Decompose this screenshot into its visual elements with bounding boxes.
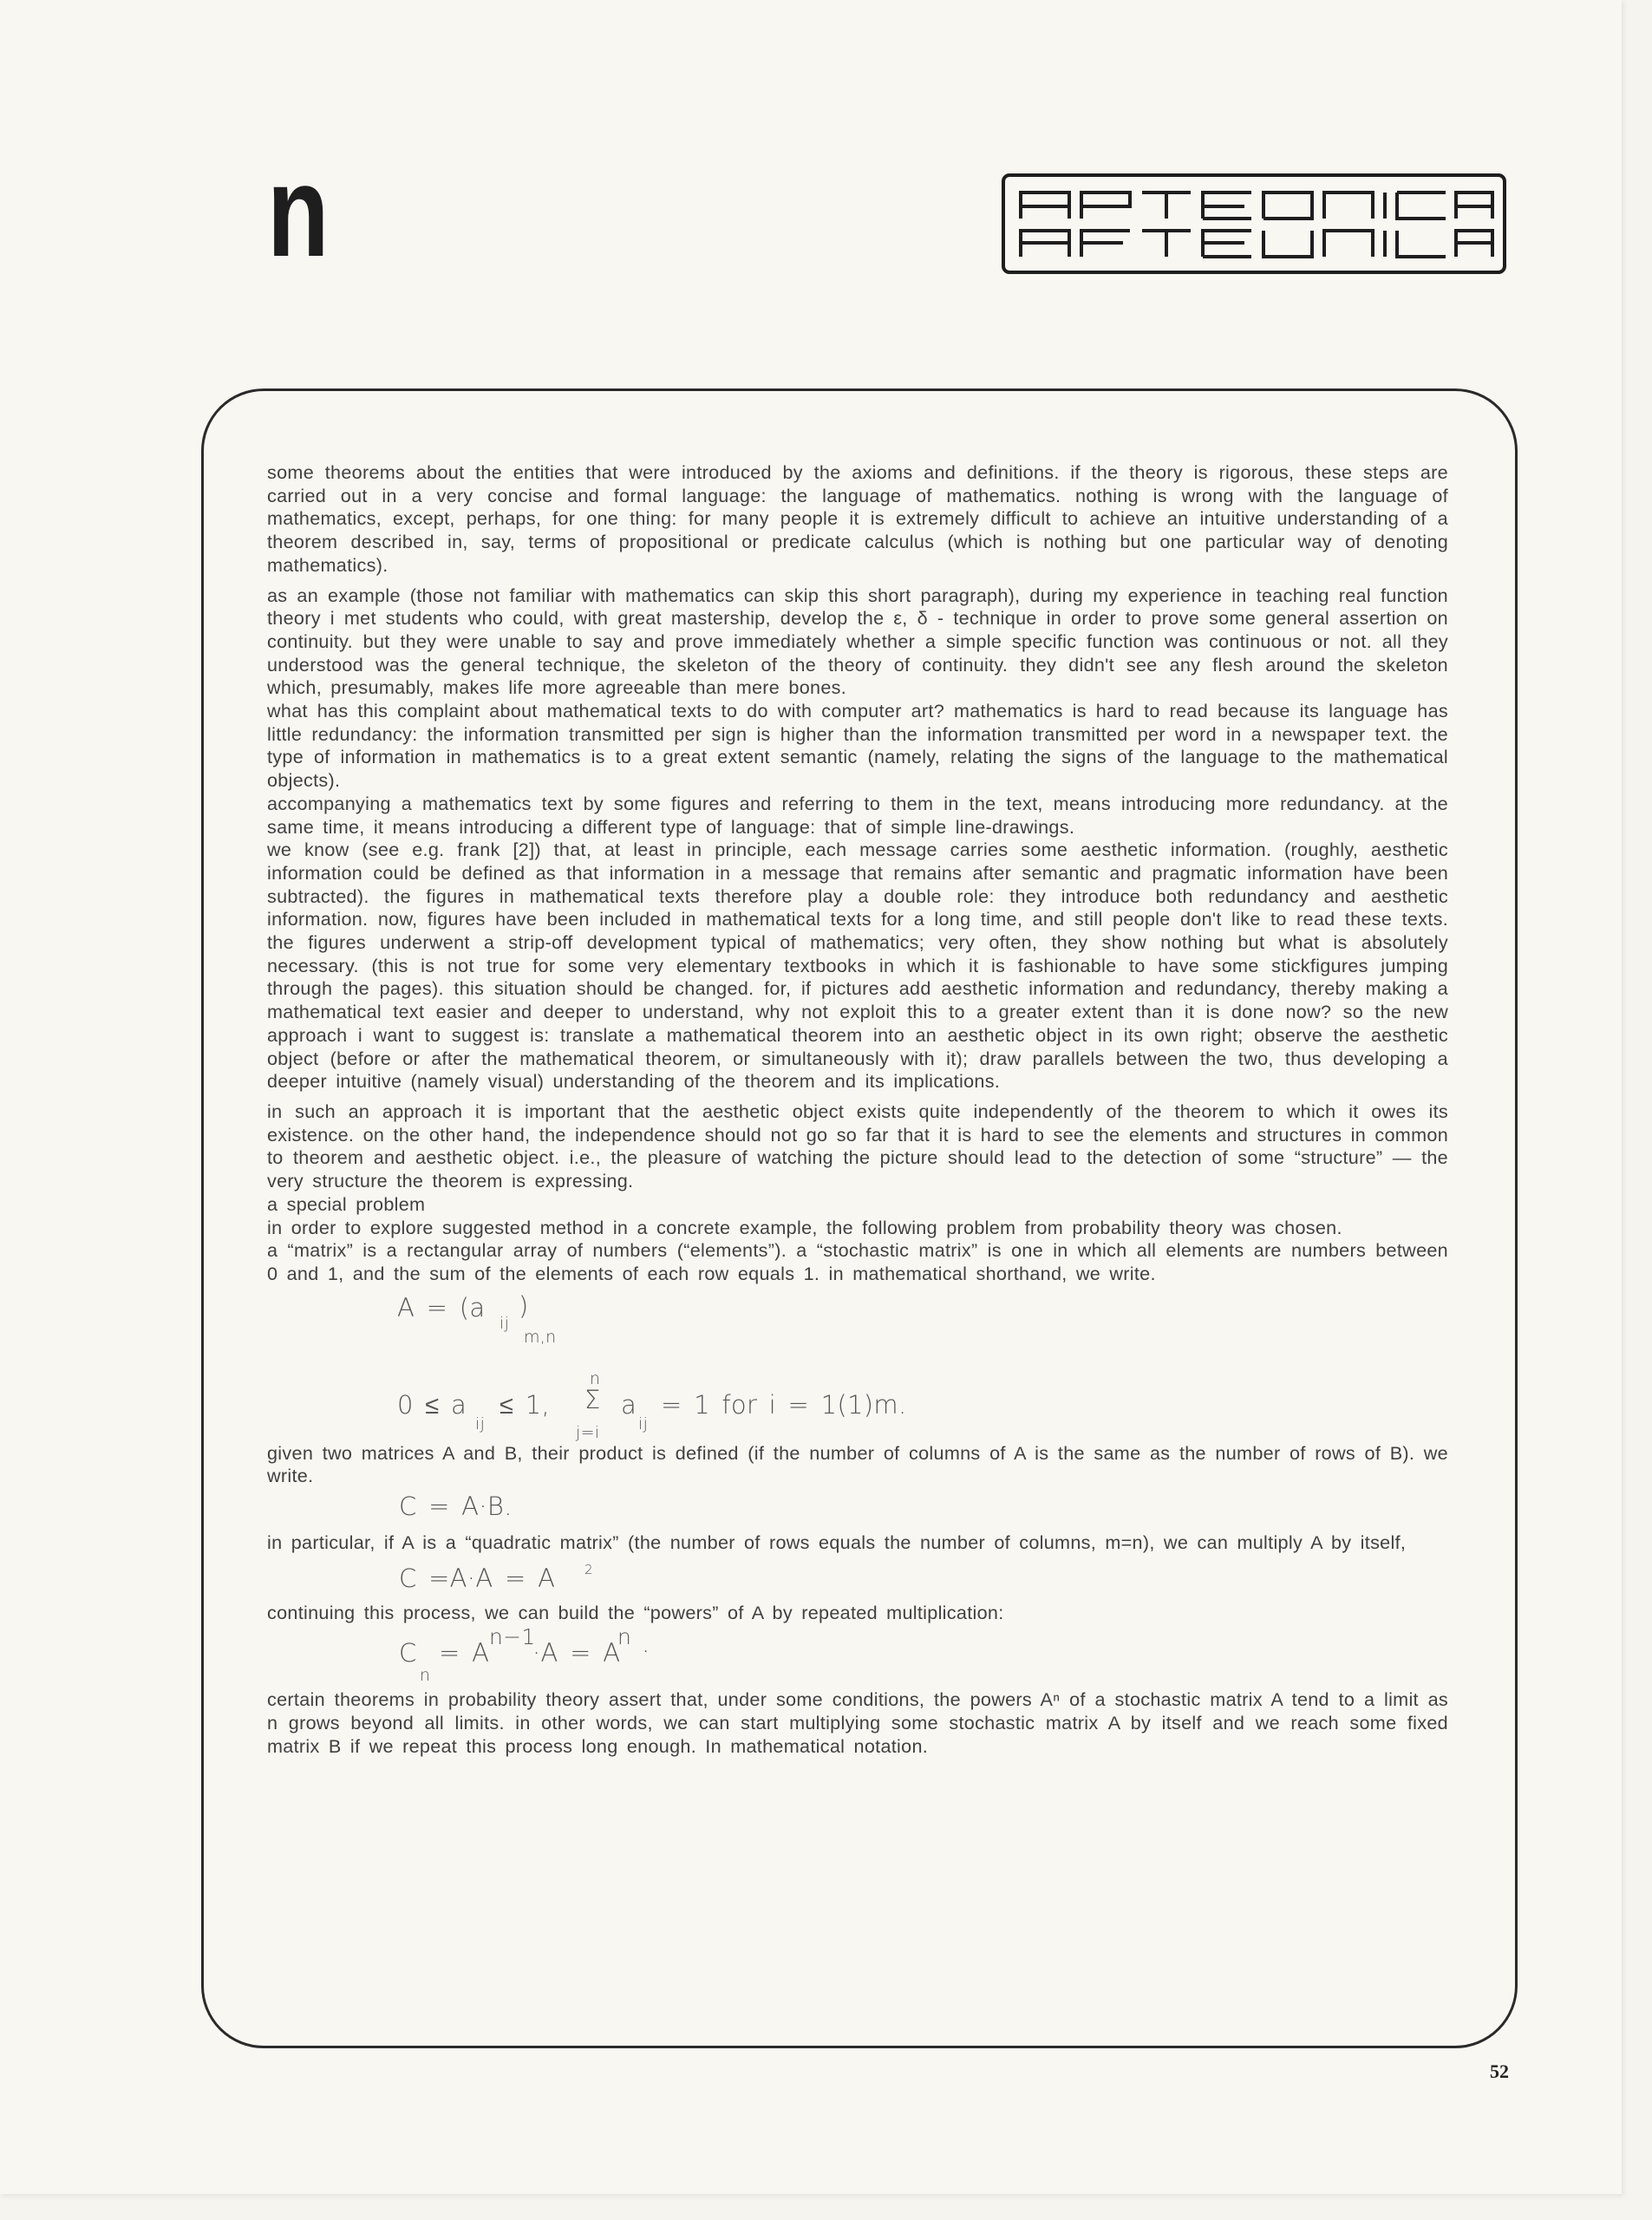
arteonica-logo (1002, 173, 1506, 274)
paragraph: given two matrices A and B, their product is defined (if the number of columns of A is the same as the number of rows of B). we write. (267, 1441, 1448, 1487)
paragraph: as an example (those not familiar with mathematics can skip this short paragraph), during my experience in teaching real function theory i met students who could, with great mastership, develop the ε, δ - technique in order to prove some general assertion on continuity. but they were unable to say and prove immediately whether a simple specific function was continuous or not. all they understood was the general technique, the skeleton of the theory of continuity. they didn't see any flesh around the skeleton which, presumably, makes life more agreeable than mere bones. (267, 584, 1448, 699)
equation-stochastic-conditions: 0 ≤ a ij ≤ 1, n Σ j=i a ij = 1 for i = 1(1)m. (397, 1368, 907, 1442)
paragraph: continuing this process, we can build the “powers” of A by repeated multiplication: (267, 1601, 1004, 1623)
paragraph: accompanying a mathematics text by some figures and referring to them in the text, means introducing more redundancy. at the same time, it means introducing a different type of language: that of simple line-drawings. (267, 792, 1448, 838)
paragraph: what has this complaint about mathematical texts to do with computer art? mathematics is hard to read because its language has little redundancy: the information transmitted per sign is higher than the information transmitted per word in a newspaper text. the type of information in mathematics is to a great extent semantic (namely, relating the signs of the language to the mathematical objects). (267, 700, 1448, 792)
equation-powers: C n = A n−1 ·A = A n · (399, 1624, 650, 1686)
article-body (267, 461, 1448, 1759)
paragraph: certain theorems in probability theory assert that, under some conditions, the powers Aⁿ of a stochastic matrix A tend to a limit as n grows beyond all limits. in other words, we can start multiplying some stochastic matrix A by itself and we reach some fixed matrix B if we repeat this process long enough. In mathematical notation. (267, 1688, 1448, 1757)
equation-product: C = A·B. (399, 1492, 513, 1522)
issue-letter: n (267, 138, 327, 284)
paragraph: in particular, if A is a “quadratic matrix” (the number of rows equals the number of columns, m=n), we can multiply A by itself, (267, 1531, 1407, 1554)
paragraph: some theorems about the entities that were introduced by the axioms and definitions. if the theory is rigorous, these steps are carried out in a very concise and formal language: the language of mathematics. nothing is wrong with the language of mathematics, except, perhaps, for one thing: for many people it is extremely difficult to achieve an intuitive understanding of a theorem described in, say, terms of propositional or predicate calculus (which is nothing but one particular way of denoting mathematics). (267, 461, 1448, 576)
paragraph: in order to explore suggested method in a concrete example, the following problem from probability theory was chosen. (267, 1216, 1342, 1238)
logo-graphic (1002, 173, 1506, 274)
equation-matrix-definition: A = (a ij ) m,n (397, 1290, 557, 1347)
equation-square: C =A·A = A 2 (399, 1561, 593, 1593)
paragraph: in such an approach it is important that the aesthetic object exists quite independently of the theorem to which it owes its existence. on the other hand, the independence should not go so far that it is hard to see the elements and structures in common to theorem and aesthetic object. i.e., the pleasure of watching the picture should lead to the detection of some “structure” — the very structure the theorem is expressing. (267, 1100, 1448, 1192)
paragraph: we know (see e.g. frank [2]) that, at least in principle, each message carries some aesthetic information. (roughly, aesthetic information could be defined as that information in a message that remains after semantic and pragmatic information have been subtracted). the figures in mathematical texts therefore play a double role: they introduce both redundancy and aesthetic information. now, figures have been included in mathematical texts for a long time, and still people don't like to read these texts. the figures underwent a strip-off development typical of mathematics; very often, they show nothing but what is absolutely necessary. (this is not true for some very elementary textbooks in which it is fashionable to have some stickfigures jumping through the pages). this situation should be changed. for, if pictures add aesthetic information and redundancy, thereby making a mathematical text easier and deeper to understand, why not exploit this to a greater extent than it is done now? so the new approach i want to suggest is: translate a mathematical theorem into an aesthetic object in its own right; observe the aesthetic object (before or after the mathematical theorem, or simultaneously with it); draw parallels between the two, thus developing a deeper intuitive (namely visual) understanding of the theorem and its implications. (267, 839, 1448, 1093)
section-heading: a special problem (267, 1192, 426, 1215)
page-number: 52 (1490, 2060, 1509, 2082)
paragraph: a “matrix” is a rectangular array of numbers (“elements”). a “stochastic matrix” is one in which all elements are numbers between 0 and 1, and the sum of the elements of each row equals 1. in mathematical shorthand, we write. (267, 1239, 1448, 1284)
